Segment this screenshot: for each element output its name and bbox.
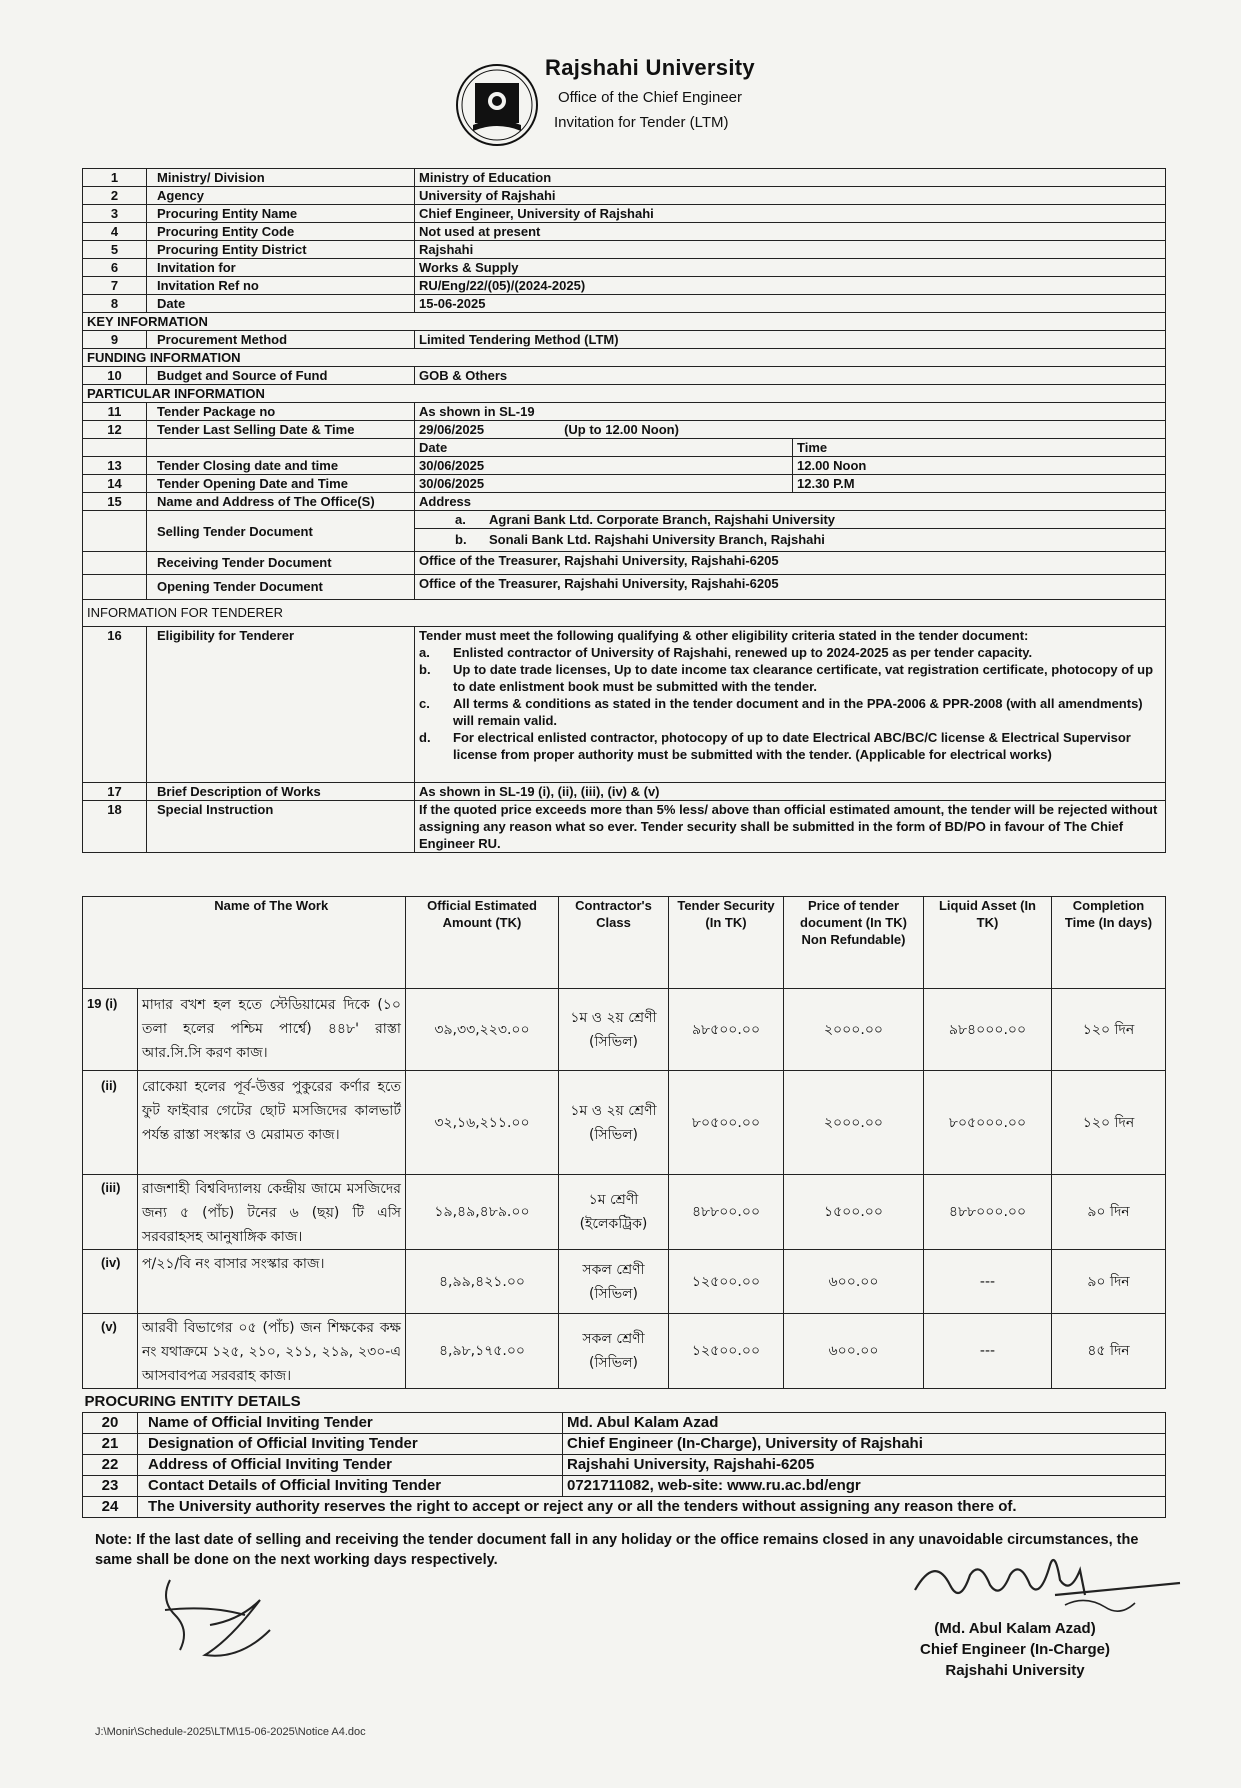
table-row: 10 Budget and Source of Fund GOB & Others: [83, 367, 1166, 385]
left-signature: [150, 1560, 290, 1670]
section-particular-information: PARTICULAR INFORMATION: [83, 385, 1166, 403]
table-row: 6 Invitation for Works & Supply: [83, 259, 1166, 277]
footnote: Note: If the last date of selling and receiving the tender document fall in any holiday or the office remains closed in any unavoidable circumstances, the same shall be done on the next working days respectively.: [95, 1532, 1139, 1568]
last-selling-date: 29/06/2025: [419, 422, 485, 437]
table-row: 11 Tender Package no As shown in SL-19: [83, 403, 1166, 421]
table-row: 17 Brief Description of Works As shown in SL-19 (i), (ii), (iii), (iv) & (v): [83, 783, 1166, 801]
table-header-row: Name of The Work Official Estimated Amount (TK) Contractor's Class Tender Security (In TK) Price of tender document (In TK) Non Refundable) Liquid Asset (In TK) Completion Time (In days): [83, 897, 1166, 989]
table-row: 16 Eligibility for Tenderer Tender must meet the following qualifying & other eligibility criteria stated in the tender document: a. Enlisted contractor of University of Rajshahi, renewed up to 2024-2025 as per tender capacity. b. Up to date trade licenses, Up to date income tax clearance certificate, vat registration certificate, photocopy of up to date enlistment book must be submitted with the tender. c. All terms & conditions as stated in the tender document and in the PPA-2006 & PPR-2008 (with all amendments) will remain valid. d. For electrical enlisted contractor, photocopy of up to date Electrical ABC/BC/C license & Electrical Supervisor license from proper authority must be submitted with the tender. (Applicable for electrical works): [83, 627, 1166, 783]
right-signature: [905, 1535, 1185, 1625]
section-key-information: KEY INFORMATION: [83, 313, 1166, 331]
table-row: 1 Ministry/ Division Ministry of Education: [83, 169, 1166, 187]
table-row: (iv) প/২১/বি নং বাসার সংস্কার কাজ। ৪,৯৯,৪২১.০০ সকল শ্রেণী (সিভিল) ১২৫০০.০০ ৬০০.০০ --- ৯০ দিন: [83, 1250, 1166, 1314]
table-row: Opening Tender Document Office of the Treasurer, Rajshahi University, Rajshahi-6205: [83, 575, 1166, 600]
tender-info-table: [82, 168, 1166, 853]
table-row: 24 The University authority reserves the right to accept or reject any or all the tenders without assigning any reason there of.: [83, 1497, 1166, 1518]
file-path-footer: J:\Monir\Schedule-2025\LTM\15-06-2025\Notice A4.doc: [95, 1726, 366, 1738]
procuring-entity-table: [82, 1392, 1166, 1518]
table-row: 3 Procuring Entity Name Chief Engineer, University of Rajshahi: [83, 205, 1166, 223]
table-row: 12 Tender Last Selling Date & Time 29/06/2025 (Up to 12.00 Noon): [83, 421, 1166, 439]
table-row: Receiving Tender Document Office of the Treasurer, Rajshahi University, Rajshahi-6205: [83, 552, 1166, 575]
office-name: Office of the Chief Engineer: [558, 89, 742, 106]
table-row: b. Sonali Bank Ltd. Rajshahi University Branch, Rajshahi: [83, 529, 1166, 552]
table-row: 7 Invitation Ref no RU/Eng/22/(05)/(2024-2025): [83, 277, 1166, 295]
time-header: Time: [793, 439, 1166, 457]
table-row: 9 Procurement Method Limited Tendering Method (LTM): [83, 331, 1166, 349]
table-row: 22 Address of Official Inviting Tender Rajshahi University, Rajshahi-6205: [83, 1455, 1166, 1476]
signatory-block: [895, 1618, 1135, 1681]
table-row: [83, 439, 1166, 457]
table-row: (iii) রাজশাহী বিশ্ববিদ্যালয় কেন্দ্রীয় জামে মসজিদের জন্য ৫ (পাঁচ) টনের ৬ (ছয়) টি এসি সরবরাহসহ আনুষাঙ্গিক কাজ। ১৯,৪৯,৪৮৯.০০ ১ম শ্রেণী (ইলেকট্রিক) ৪৮৮০০.০০ ১৫০০.০০ ৪৮৮০০০.০০ ৯০ দিন: [83, 1175, 1166, 1250]
table-row: 8 Date 15-06-2025: [83, 295, 1166, 313]
section-funding-information: FUNDING INFORMATION: [83, 349, 1166, 367]
section-information-for-tenderer: INFORMATION FOR TENDERER: [83, 600, 1166, 627]
signatory-designation: Chief Engineer (In-Charge): [919, 1641, 1110, 1658]
last-selling-time-note: (Up to 12.00 Noon): [564, 422, 679, 437]
table-row: (v) আরবী বিভাগের ০৫ (পাঁচ) জন শিক্ষকের কক্ষ নং যথাক্রমে ১২৫, ২১০, ২১১, ২১৯, ২৩০-এ আসবাবপত্র সরবরাহ কাজ। ৪,৯৮,১৭৫.০০ সকল শ্রেণী (সিভিল) ১২৫০০.০০ ৬০০.০০ --- ৪৫ দিন: [83, 1314, 1166, 1389]
table-row: 15 Name and Address of The Office(S) Address: [83, 493, 1166, 511]
table-row: 23 Contact Details of Official Inviting Tender 0721711082, web-site: www.ru.ac.bd/engr: [83, 1476, 1166, 1497]
section-procuring-entity-details: PROCURING ENTITY DETAILS: [84, 1393, 301, 1410]
university-logo: [455, 63, 539, 147]
table-row: 14 Tender Opening Date and Time 30/06/2025 12.30 P.M: [83, 475, 1166, 493]
signatory-organization: Rajshahi University: [945, 1662, 1085, 1679]
table-row: 2 Agency University of Rajshahi: [83, 187, 1166, 205]
works-table: [82, 896, 1166, 1389]
table-row: Selling Tender Document a. Agrani Bank Ltd. Corporate Branch, Rajshahi University: [83, 511, 1166, 529]
table-row: 21 Designation of Official Inviting Tender Chief Engineer (In-Charge), University of Rajshahi: [83, 1434, 1166, 1455]
invitation-title: Invitation for Tender (LTM): [554, 114, 729, 131]
date-header: Date: [415, 439, 793, 457]
table-row: 13 Tender Closing date and time 30/06/2025 12.00 Noon: [83, 457, 1166, 475]
signatory-name: (Md. Abul Kalam Azad): [934, 1620, 1096, 1637]
table-row: 4 Procuring Entity Code Not used at present: [83, 223, 1166, 241]
table-row: 18 Special Instruction If the quoted price exceeds more than 5% less/ above than official estimated amount, the tender will be rejected without assigning any reason what so ever. Tender security shall be submitted in the form of BD/PO in favour of The Chief Engineer RU.: [83, 801, 1166, 853]
table-row: (ii) রোকেয়া হলের পূর্ব-উত্তর পুকুরের কর্ণার হতে ফুট ফাইবার গেটের ছোট মসজিদের কালভার্ট পর্যন্ত রাস্তা সংস্কার ও মেরামত কাজ। ৩২,১৬,২১১.০০ ১ম ও ২য় শ্রেণী (সিভিল) ৮০৫০০.০০ ২০০০.০০ ৮০৫০০০.০০ ১২০ দিন: [83, 1071, 1166, 1175]
university-name: Rajshahi University: [545, 55, 755, 80]
page-header: [455, 55, 875, 150]
table-row: 5 Procuring Entity District Rajshahi: [83, 241, 1166, 259]
table-row: 19 (i) মাদার বখশ হল হতে স্টেডিয়ামের দিকে (১০ তলা হলের পশ্চিম পার্শ্বে) ৪৪৮' রাস্তা আর.সি.সি করণ কাজ। ৩৯,৩৩,২২৩.০০ ১ম ও ২য় শ্রেণী (সিভিল) ৯৮৫০০.০০ ২০০০.০০ ৯৮৪০০০.০০ ১২০ দিন: [83, 989, 1166, 1071]
table-row: 20 Name of Official Inviting Tender Md. Abul Kalam Azad: [83, 1413, 1166, 1434]
